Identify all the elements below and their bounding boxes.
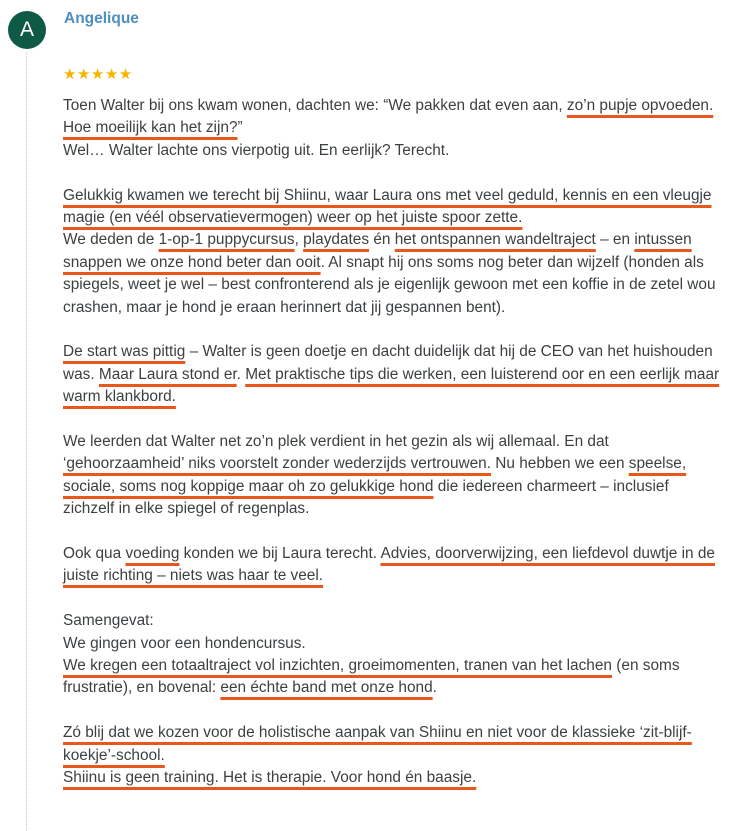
highlighted-text: Met praktische tips die werken, een luisterend oor en een eerlijk maar warm klankbord. <box>63 365 720 406</box>
highlighted-text: een échte band met onze hond <box>220 679 433 697</box>
text-span: We gingen voor een hondencursus. <box>63 634 306 652</box>
text-span: – Walter is geen doetje en dacht duidelijk dat hij de CEO van het huishouden was. <box>63 343 713 383</box>
text-span: . <box>432 679 437 697</box>
highlighted-text: Zó blij dat we kozen voor de holistische aanpak van Shiinu en niet voor de klassieke ‘zit-blijf-koekje’-school. <box>63 724 692 764</box>
review-paragraph-4 <box>63 431 723 521</box>
review-paragraph-6 <box>63 610 723 700</box>
highlighted-text: Shiinu is geen training. Het is therapie. Voor hond én baasje. <box>63 769 477 787</box>
star-rating: ★★★★★ <box>63 66 133 83</box>
review-paragraph-3 <box>63 341 723 408</box>
text-span: Samengevat: <box>63 612 154 630</box>
text-span: – en <box>595 231 635 249</box>
text-span: , <box>294 231 304 249</box>
highlighted-text: zo’n pupje opvoeden. Hoe moeilijk kan het zijn? <box>63 97 714 137</box>
reviewer-name[interactable]: Angelique <box>64 10 139 27</box>
highlighted-text: We kregen een totaaltraject vol inzichten, groeimomenten, tranen van het lachen <box>63 657 612 675</box>
review-paragraph-1 <box>63 95 723 162</box>
highlighted-text: ‘gehoorzaamheid’ niks voorstelt zonder wederzijds vertrouwen. <box>63 455 492 473</box>
highlighted-text: Maar Laura stond er <box>98 365 237 383</box>
review-text <box>63 95 723 790</box>
highlighted-text: Gelukkig kwamen we terecht bij Shiinu, waar Laura ons met veel geduld, kennis en een vleugje magie (en véél observatievermogen) weer op het juiste spoor zette. <box>63 186 712 227</box>
text-span: We deden de <box>63 231 159 249</box>
text-span: én <box>369 231 395 249</box>
highlighted-text: speelse, sociale, soms nog koppige maar oh zo gelukkige hond <box>63 455 687 495</box>
highlighted-text: het ontspannen wandeltraject <box>394 231 596 249</box>
text-span: Wel… Walter lachte ons vierpotig uit. En eerlijk? Terecht. <box>63 141 450 159</box>
review-paragraph-2 <box>63 185 723 319</box>
text-span: die iedereen charmeert – inclusief zichzelf in elke spiegel of regenplas. <box>63 477 669 518</box>
text-span: . Al snapt hij ons soms nog beter dan wijzelf (honden als spiegels, weet je wel – best confronterend als je eigenlijk gewoon met een koffie in de zetel wou crashen, maar je hond je eraan herinnert dat jij gespannen bent). <box>63 253 716 316</box>
text-span: konden we bij Laura terecht. <box>179 545 381 563</box>
highlighted-text: playdates <box>303 231 370 249</box>
text-span: (en soms frustratie), en bovenal: <box>63 657 680 697</box>
highlighted-text: De start was pittig <box>63 343 186 361</box>
text-span: Ook qua <box>63 545 126 563</box>
thread-divider <box>26 52 27 831</box>
text-span: Toen Walter bij ons kwam wonen, dachten we: “We pakken dat even aan, <box>63 97 567 114</box>
text-span: Nu hebben we een <box>491 455 629 473</box>
text-span: We leerden dat Walter net zo’n plek verdient in het gezin als wij allemaal. En dat <box>63 433 609 451</box>
highlighted-text: 1-op-1 puppycursus <box>158 231 295 249</box>
highlighted-text: Advies, doorverwijzing, een liefdevol duwtje in de juiste richting – niets was haar te veel. <box>63 545 715 585</box>
text-span: . <box>236 365 246 383</box>
review-paragraph-7 <box>63 722 723 789</box>
avatar[interactable]: A <box>8 11 46 49</box>
highlighted-text: voeding <box>125 545 180 563</box>
highlighted-text: intussen snappen we onze hond beter dan ooit <box>63 231 692 271</box>
review-paragraph-5 <box>63 543 723 588</box>
text-span: ” <box>237 119 243 137</box>
